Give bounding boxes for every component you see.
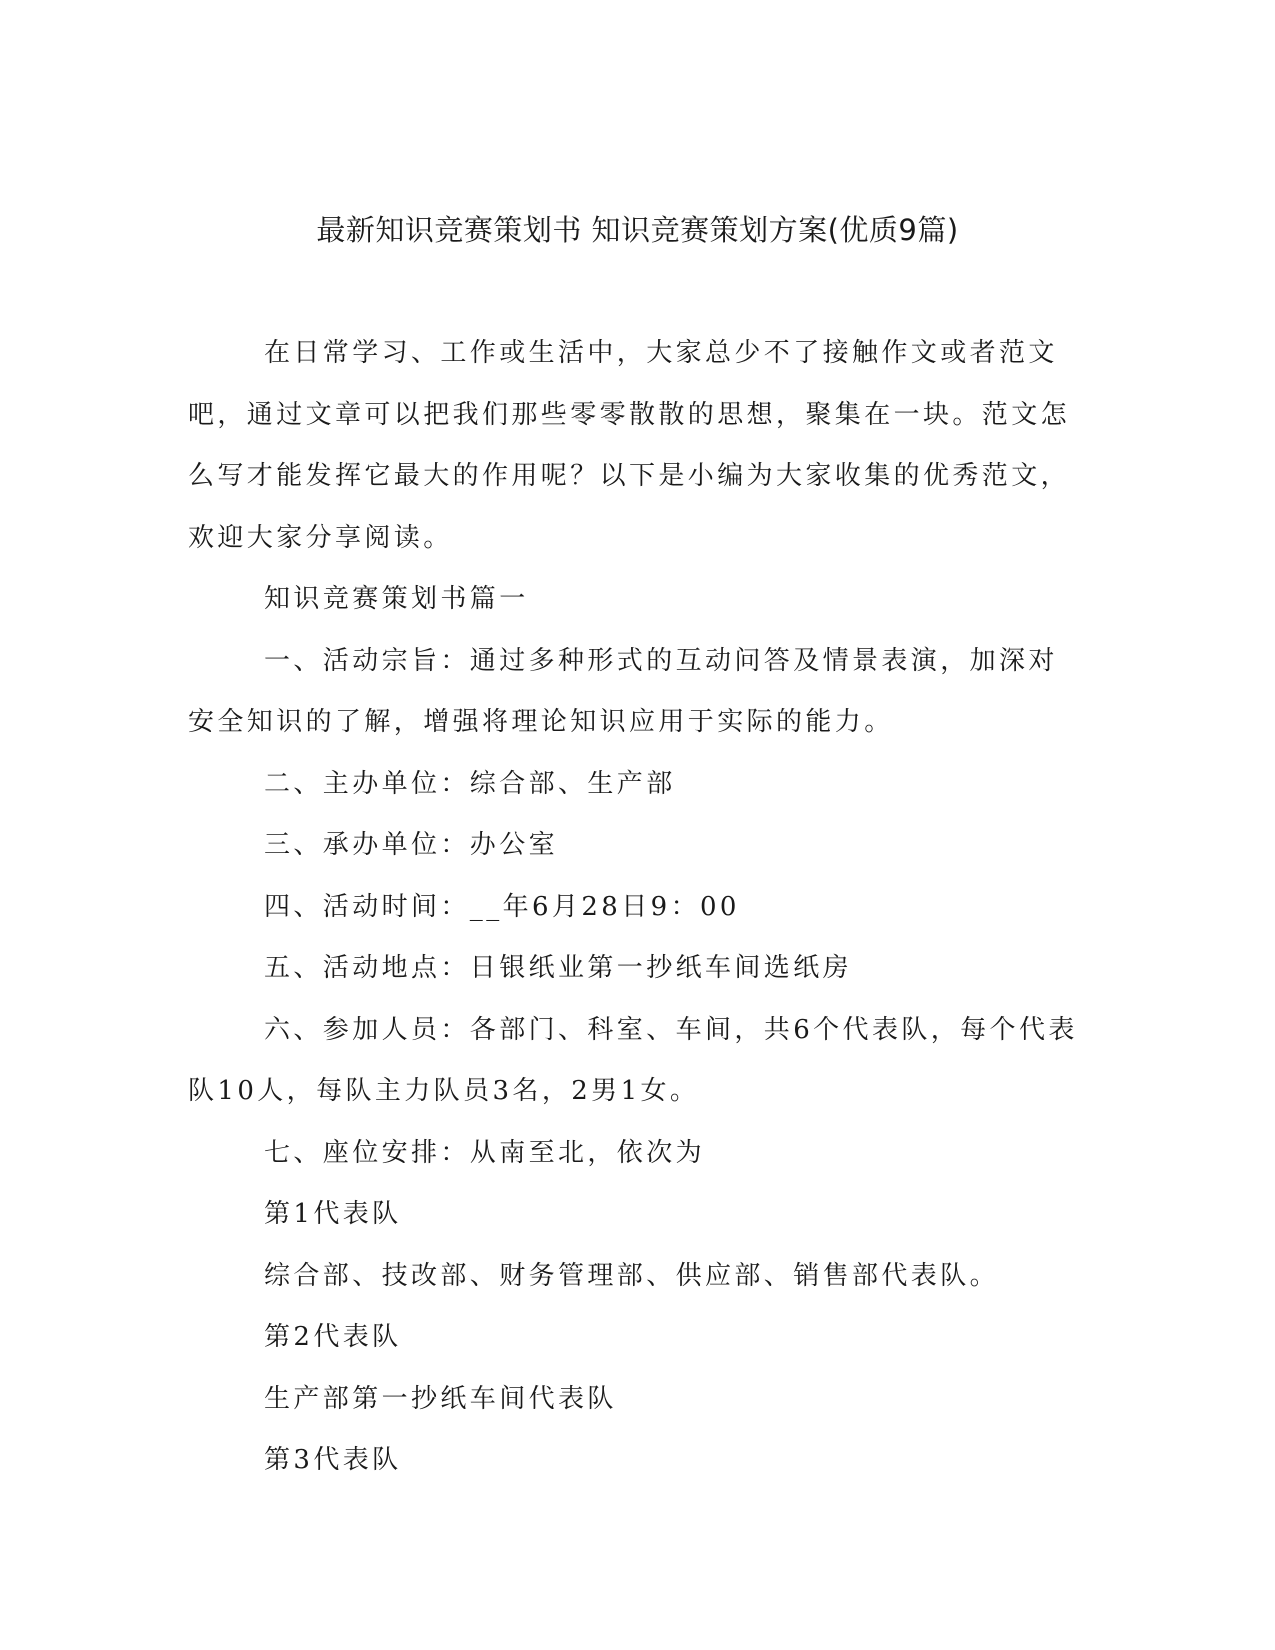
paragraph-seating: 七、座位安排：从南至北，依次为 bbox=[264, 1137, 706, 1168]
team-2-members: 生产部第一抄纸车间代表队 bbox=[264, 1383, 617, 1414]
intro-paragraph: 在日常学习、工作或生活中，大家总少不了接触作文或者范文吧，通过文章可以把我们那些零零散散的思想，聚集在一块。范文怎么写才能发挥它最大的作用呢？以下是小编为大家收集的优秀范文，欢迎大家分享阅读。 bbox=[188, 338, 1071, 553]
paragraph-location: 五、活动地点：日银纸业第一抄纸车间选纸房 bbox=[264, 953, 853, 983]
team-2-label: 第2代表队 bbox=[264, 1322, 402, 1352]
team-1-label: 第1代表队 bbox=[264, 1199, 402, 1229]
document-title: 最新知识竞赛策划书 知识竞赛策划方案(优质9篇) bbox=[316, 213, 959, 247]
paragraph-time: 四、活动时间：__年6月28日9：00 bbox=[264, 891, 740, 922]
team-3-label: 第3代表队 bbox=[264, 1445, 402, 1475]
document-body bbox=[188, 323, 1080, 1492]
paragraph-organizer: 二、主办单位：综合部、生产部 bbox=[264, 768, 676, 799]
paragraph-purpose: 一、活动宗旨：通过多种形式的互动问答及情景表演，加深对安全知识的了解，增强将理论知识应用于实际的能力。 bbox=[188, 645, 1058, 737]
team-1-members: 综合部、技改部、财务管理部、供应部、销售部代表队。 bbox=[264, 1260, 1000, 1291]
paragraph-host: 三、承办单位：办公室 bbox=[264, 830, 559, 860]
section-heading: 知识竞赛策划书篇一 bbox=[264, 584, 529, 614]
paragraph-participants: 六、参加人员：各部门、科室、车间，共6个代表队，每个代表队10人，每队主力队员3名，2男1女。 bbox=[188, 1014, 1078, 1106]
